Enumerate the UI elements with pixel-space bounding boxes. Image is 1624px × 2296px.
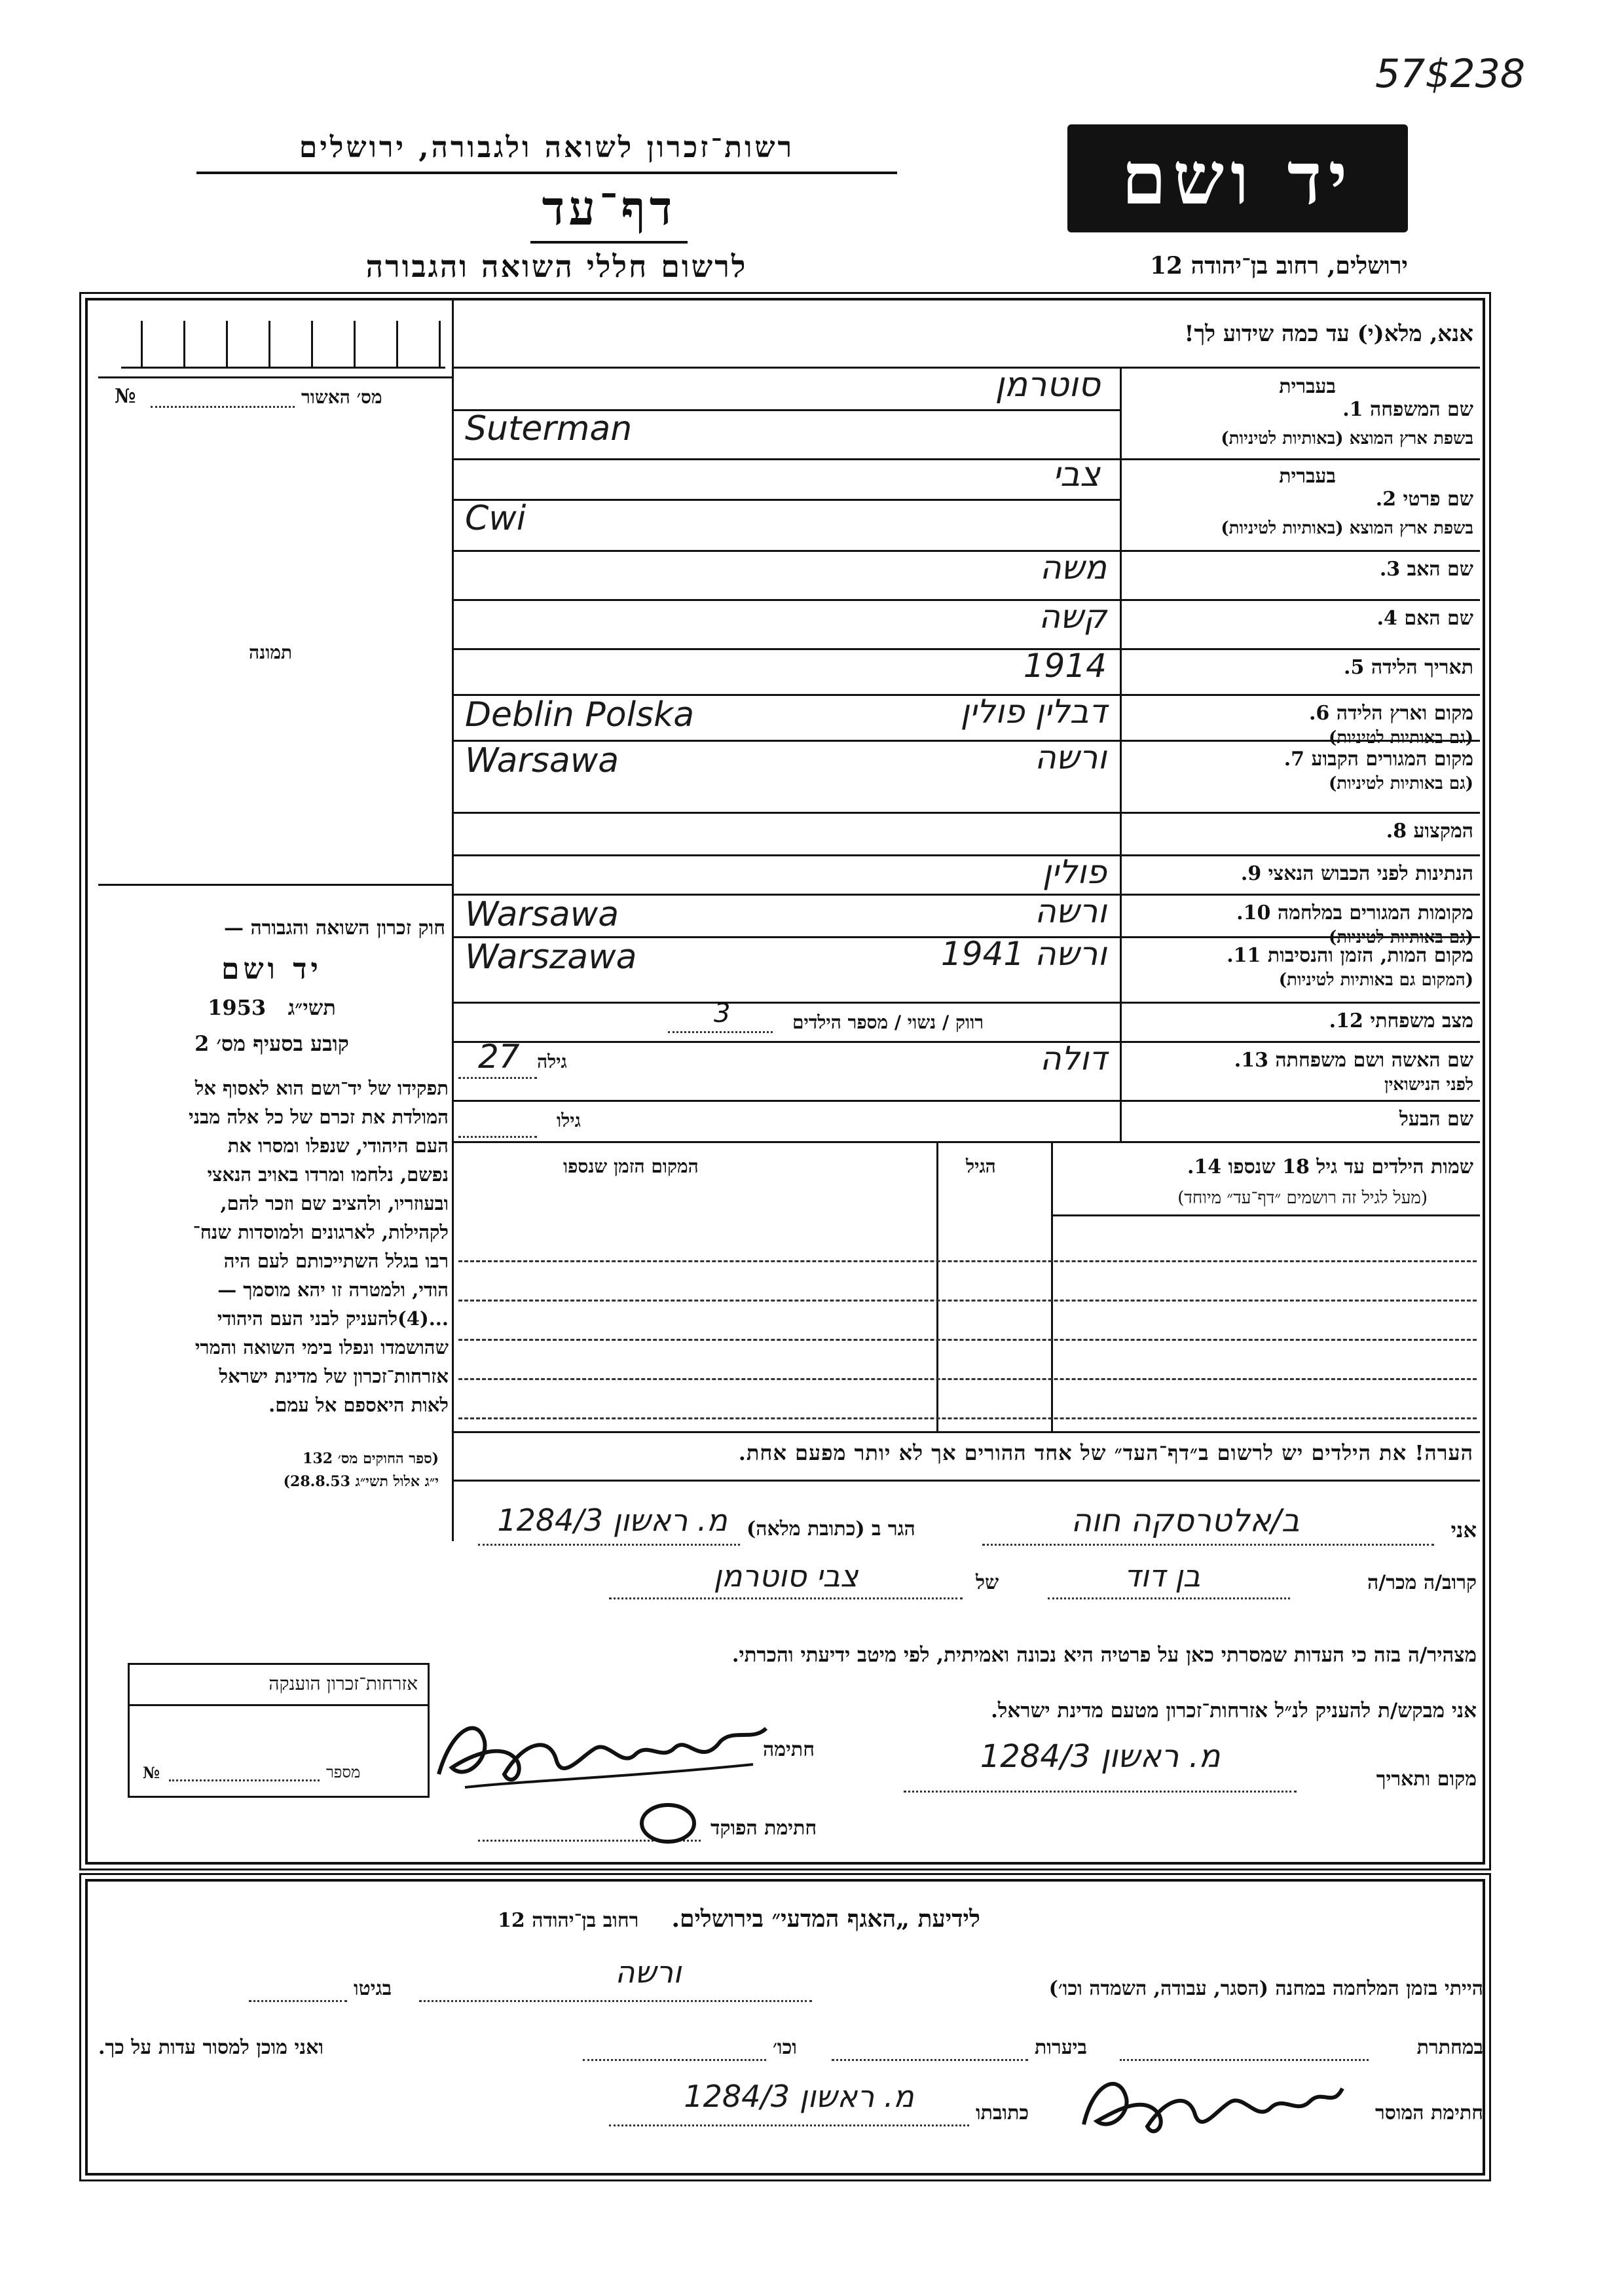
- bottom-line2-c-line: [583, 2059, 766, 2061]
- approval-no-label: №: [115, 385, 136, 408]
- bottom-address-value: מ. ראשון 1284/3: [684, 2079, 914, 2114]
- field-sublabel: (גם באותיות לטיניות): [1328, 774, 1473, 793]
- field-label-text: שם הבעל: [1399, 1108, 1473, 1131]
- decl-of-line: [609, 1597, 963, 1599]
- authority-underline: [196, 172, 897, 174]
- law-text-line: ובעוזריו, ולהציב שם וזכר להם,: [220, 1192, 449, 1214]
- bottom-ghetto-line: [249, 2000, 347, 2002]
- law-text-line: לאות היאספם אל עמם.: [268, 1394, 449, 1416]
- bottom-ghetto-label: בגיטו: [354, 1977, 392, 2000]
- field-number: 8.: [1386, 820, 1407, 843]
- field-sublabel: בשפת ארץ המוצא (באותיות לטיניות): [1221, 429, 1473, 448]
- field-sublabel: לפני הנישואין: [1384, 1075, 1473, 1095]
- field-label: [1376, 488, 1473, 511]
- field-latin-value: Suterman: [465, 409, 633, 448]
- officer-signature: [622, 1797, 714, 1850]
- note-bottom-rule: [454, 1480, 1480, 1482]
- bottom-line1-label: הייתי בזמן המלחמה במחנה (הסגר, עבודה, השמדה וכו׳): [1048, 1977, 1483, 2000]
- bottom-line2-a: במחתרת: [1416, 2036, 1483, 2059]
- law-text-line: תפקידו של יד־ושם הוא לאסוף אל: [194, 1077, 449, 1099]
- field-sublabel: בשפת ארץ המוצא (באותיות לטיניות): [1221, 519, 1473, 538]
- field-label: [1329, 1010, 1473, 1032]
- decl-place-date-line: [904, 1791, 1297, 1793]
- field-number: 9.: [1240, 862, 1262, 885]
- instructions: אנא, מלא(י) עד כמה שידוע לך!: [1184, 321, 1473, 347]
- field-number: 2.: [1375, 488, 1397, 511]
- field-label-text: מצב משפחתי: [1370, 1010, 1473, 1032]
- label-column-divider: [1120, 369, 1122, 1141]
- field-sublabel: (גם באותיות לטיניות): [1328, 928, 1473, 947]
- decl-relative-label: קרוב/ה מכר/ה: [1367, 1571, 1477, 1594]
- bottom-camp-value: ורשה: [615, 1954, 682, 1990]
- field-value: פולין: [1042, 853, 1107, 891]
- children-table-row: [458, 1378, 1477, 1380]
- form-title: דף־עד: [542, 180, 676, 236]
- bottom-line2-b-line: [832, 2059, 1028, 2061]
- law-clause: קובע בסעיף מס׳ 2: [194, 1031, 349, 1056]
- field-number: 6.: [1308, 702, 1330, 725]
- field-sublabel: (המקום גם באותיות לטיניות): [1278, 970, 1473, 990]
- decl-name-value: ב/אלטרסקה חוה: [1071, 1503, 1300, 1539]
- law-text-line: שהושמדו ונפלו בימי השואה והמרי: [194, 1336, 449, 1358]
- children-table-row: [458, 1339, 1477, 1341]
- bottom-line2-a-line: [1120, 2059, 1369, 2061]
- field-latin-value: Warsawa: [465, 895, 619, 934]
- children-table-row: [458, 1417, 1477, 1419]
- field-hebrew-tag: בעברית: [1279, 375, 1336, 398]
- field-label-text: המקצוע: [1413, 820, 1473, 843]
- field-label: [1342, 398, 1473, 421]
- field-label: [1399, 1108, 1473, 1131]
- decl-place-date-label: מקום ותאריך: [1376, 1768, 1477, 1791]
- decl-address-value: מ. ראשון 1284/3: [497, 1503, 728, 1538]
- field-value: ורשה 1941: [940, 935, 1107, 973]
- field-number: 12.: [1329, 1010, 1363, 1032]
- field-label: [1386, 820, 1473, 843]
- field-latin-value: Warsawa: [465, 741, 619, 780]
- field-number: 13.: [1234, 1049, 1268, 1072]
- approval-line: [151, 406, 295, 408]
- field-age-line: [458, 1077, 537, 1079]
- bottom-line2-c: וכו׳: [773, 2036, 797, 2059]
- field-label-text: מקום המות, הזמן והנסיבות: [1267, 944, 1473, 967]
- law-title: חוק זכרון השואה והגבורה —: [224, 917, 445, 939]
- law-text-line: נפשם, נלחמו ומרדו באויב הנאצי: [207, 1163, 449, 1186]
- field-children-line: [668, 1031, 773, 1033]
- field-value: דולה: [1039, 1040, 1107, 1078]
- bottom-title: [498, 1905, 980, 1933]
- children-table-row: [458, 1300, 1477, 1302]
- field-age-label: גילו: [557, 1110, 581, 1131]
- bottom-address: רחוב בן־יהודה 12: [498, 1909, 639, 1932]
- field-hebrew-value: סוטרמן: [995, 365, 1100, 405]
- field-number: 3.: [1379, 558, 1401, 581]
- form-title-underline: [530, 241, 688, 244]
- decl-of-value: צבי סוטרמן: [713, 1558, 858, 1594]
- bottom-address-label: כתובתו: [976, 2102, 1029, 2124]
- field-age-label: גילה: [537, 1051, 567, 1072]
- children-col-age: הגיל: [966, 1156, 996, 1177]
- field-label: [1234, 1049, 1473, 1072]
- citizenship-title: אזרחות־זכרון הוענקה: [268, 1673, 418, 1694]
- field-number: 1.: [1342, 398, 1363, 421]
- field-row-rule: [454, 1002, 1480, 1004]
- field-label-text: מקומות המגורים במלחמה: [1277, 902, 1473, 924]
- field-label-text: שם האם: [1404, 607, 1473, 630]
- header-address: ירושלים, רחוב בן־יהודה 12: [1149, 252, 1408, 280]
- law-year-line: [98, 995, 445, 1020]
- note-text: הערה! את הילדים יש לרשום ב״דף־העד״ של אחד ההורים אך לא יותר מפעם אחת.: [738, 1440, 1473, 1465]
- field-number: 11.: [1227, 944, 1261, 967]
- declarant-signature: [426, 1702, 792, 1807]
- field-label-text: שם המשפחה: [1369, 398, 1473, 421]
- decl-place-date-value: מ. ראשון 1284/3: [980, 1738, 1221, 1775]
- bottom-title-text: לידיעת „האגף המדעי״ בירושלים.: [671, 1905, 980, 1933]
- field-label-text: הנתינות לפני הכבוש הנאצי: [1268, 862, 1473, 885]
- authority-title: רשות־זכרון לשואה ולגבורה, ירושלים: [299, 131, 795, 164]
- field-number: 10.: [1236, 902, 1271, 924]
- field-latin-value: Warszawa: [465, 938, 637, 977]
- children-note: (מעל לגיל זה רושמים ״דף־עד״ מיוחד): [1177, 1188, 1428, 1208]
- bottom-signature-label: חתימת המוסר: [1375, 2102, 1483, 2124]
- corner-number: 57$238: [1375, 51, 1526, 97]
- approval-tick-boxes: [121, 321, 445, 369]
- field-children-count: 3: [714, 998, 731, 1029]
- children-col-divider-2: [936, 1143, 938, 1431]
- field-number: 5.: [1344, 656, 1365, 679]
- children-title-text: שמות הילדים עד גיל 18 שנספו: [1228, 1156, 1473, 1178]
- bottom-address-line: [609, 2124, 969, 2126]
- field-latin-value: Deblin Polska: [465, 695, 695, 735]
- decl-living-label: הגר ב (כתובת מלאה): [747, 1518, 915, 1540]
- field-label-text: שם פרטי: [1403, 488, 1473, 511]
- form-subtitle: לרשום חללי השואה והגבורה: [365, 249, 748, 284]
- field-number: 7.: [1283, 748, 1305, 771]
- field-latin-value: Cwi: [465, 499, 526, 538]
- decl-of-label: של: [976, 1571, 999, 1594]
- children-num: 14.: [1187, 1156, 1222, 1178]
- law-year-heb: תשי״ג: [287, 995, 336, 1020]
- approval-label: מס׳ האשור: [301, 386, 382, 408]
- decl-i-label: אני: [1450, 1518, 1477, 1542]
- field-label: [1309, 702, 1473, 725]
- field-value: ורשה: [1035, 892, 1107, 930]
- bottom-line2-b: ביערות: [1035, 2036, 1088, 2059]
- decl-address-line: [478, 1544, 740, 1546]
- law-text-line: לקהילות, לארגונים ולמוסדות שנח־: [193, 1221, 449, 1243]
- citizenship-number-mark: №: [143, 1763, 160, 1782]
- photo-label: תמונה: [249, 642, 293, 663]
- bottom-line2-d: ואני מוכן למסור עדות על כך.: [98, 2036, 324, 2059]
- citizenship-box: [128, 1663, 430, 1798]
- decl-statement: מצהיר/ה בזה כי העדות שמסרתי כאן על פרטיה היא נכונה ואמיתית, לפי מיטב ידיעתי והכרתי.: [731, 1643, 1477, 1667]
- field-label-text: שם האב: [1407, 558, 1473, 581]
- children-header-rule: [1051, 1214, 1480, 1216]
- decl-officer-label: חתימת הפוקד: [710, 1817, 817, 1840]
- decl-relation-line: [1048, 1597, 1290, 1599]
- law-name: יד ושם: [221, 953, 322, 986]
- note-top-rule: [454, 1431, 1480, 1433]
- bottom-signature: [1074, 2062, 1349, 2147]
- children-col-divider-1: [1051, 1143, 1053, 1431]
- law-text-line: אזרחות־זכרון של מדינת ישראל: [219, 1365, 449, 1387]
- law-date: י״ג אלול תשי״ג 28.8.53): [283, 1473, 439, 1490]
- field-hebrew-value: צבי: [1052, 455, 1100, 494]
- field-label: [1236, 902, 1473, 924]
- citizenship-number-label: מספר: [326, 1763, 361, 1781]
- decl-signature-label: חתימה: [763, 1738, 815, 1761]
- children-col-place: המקום הזמן שנספו: [563, 1156, 699, 1177]
- field-age-value: 27: [478, 1038, 520, 1076]
- law-top-rule: [98, 884, 452, 886]
- decl-name-line: [982, 1544, 1434, 1546]
- field-label-text: שם האשה ושם משפחתה: [1275, 1049, 1473, 1072]
- law-source: (ספר החוקים מס׳ 132: [303, 1450, 439, 1467]
- logo-text: יד ושם: [1121, 136, 1354, 221]
- field-options: רווק / נשוי / מספר הילדים: [792, 1011, 984, 1033]
- field-label: [1344, 656, 1473, 679]
- bottom-camp-line: [419, 2000, 812, 2002]
- field-label-text: מקום וארץ הלידה: [1336, 702, 1473, 725]
- field-value: ורשה: [1035, 738, 1107, 776]
- field-label: [1284, 748, 1473, 771]
- field-sublabel: (גם באותיות לטיניות): [1328, 728, 1473, 748]
- field-value: משה: [1039, 549, 1107, 587]
- field-row-rule: [454, 812, 1480, 814]
- children-title: [1187, 1156, 1473, 1178]
- approval-top-rule: [98, 376, 452, 378]
- law-text-line: המולדת את זכרם של כל אלה מבני: [189, 1106, 449, 1128]
- yad-vashem-logo: [1067, 124, 1408, 232]
- law-text-line: רבו בגלל השתייכותם לעם היה: [223, 1250, 449, 1272]
- law-text: [98, 1074, 449, 1419]
- field-hebrew-tag: בעברית: [1279, 465, 1336, 488]
- law-text-line: הודי, ולמטרה זו יהא מוסמך —: [217, 1279, 449, 1301]
- field-label-text: תאריך הלידה: [1371, 656, 1473, 679]
- field-value: קשה: [1039, 598, 1107, 636]
- law-year: 1953: [208, 995, 267, 1020]
- field-value: דבלין פולין: [960, 693, 1107, 731]
- law-text-line: העם היהודי, שנפלו ומסרו את: [227, 1135, 449, 1157]
- field-age-line: [458, 1136, 537, 1138]
- field-number: 4.: [1376, 607, 1397, 630]
- decl-request: אני מבקש/ת להעניק לנ״ל אזרחות־זכרון מטעם מדינת ישראל.: [991, 1699, 1477, 1722]
- children-top-rule: [454, 1141, 1480, 1143]
- panel-divider: [452, 301, 454, 1541]
- field-label: [1380, 558, 1473, 581]
- children-table-row: [458, 1260, 1477, 1262]
- field-label: [1377, 607, 1473, 630]
- field-row-rule: [454, 1100, 1480, 1102]
- field-label: [1241, 862, 1473, 885]
- field-label: [1227, 944, 1473, 967]
- law-text-line: ...(4)להעניק לבני העם היהודי: [217, 1307, 449, 1330]
- field-label-text: מקום המגורים הקבוע: [1311, 748, 1473, 771]
- field-value: 1914: [1023, 647, 1107, 685]
- decl-relation-value: בן דוד: [1124, 1558, 1201, 1594]
